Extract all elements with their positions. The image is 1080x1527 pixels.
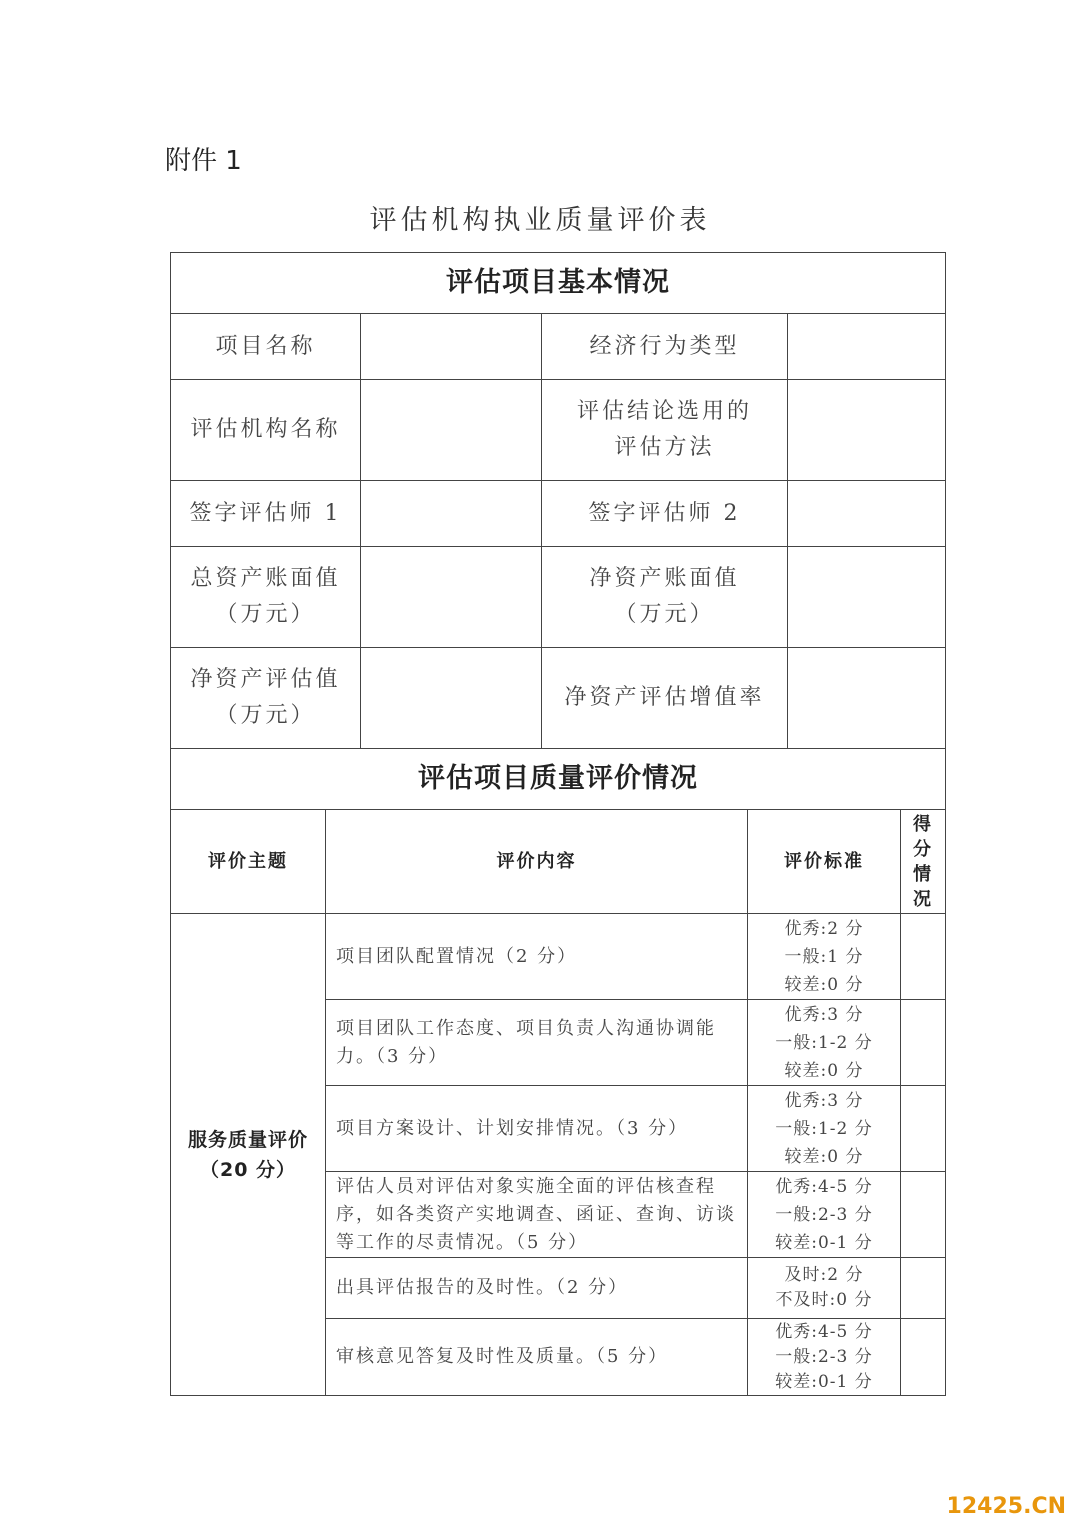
criteria-item: 较差:0 分	[784, 1146, 864, 1167]
row-criteria	[748, 914, 901, 1000]
annex-label: 附件 1	[165, 146, 242, 176]
topic-service-quality	[171, 914, 326, 1396]
net-assets-book-line-1: 净资产账面值	[589, 566, 740, 591]
label-agency-name: 评估机构名称	[171, 380, 361, 481]
label-appraiser-1: 签字评估师 1	[171, 481, 361, 547]
method-line-2: 评估方法	[614, 435, 715, 460]
header-score-char-4: 况	[913, 888, 933, 910]
header-topic: 评价主题	[171, 810, 326, 914]
row-score	[901, 1258, 946, 1319]
label-net-assets-growth-rate: 净资产评估增值率	[542, 648, 788, 749]
value-net-assets-eval	[361, 648, 542, 749]
value-net-assets-growth-rate	[788, 648, 946, 749]
site-watermark: 12425.CN	[946, 1494, 1066, 1519]
topic-line-2: （20 分）	[199, 1158, 297, 1181]
quality-eval-table	[170, 809, 946, 1396]
row-score	[901, 914, 946, 1000]
row-content: 项目团队配置情况（2 分）	[326, 914, 748, 1000]
label-project-name: 项目名称	[171, 314, 361, 380]
row-score	[901, 1172, 946, 1258]
row-score	[901, 1319, 946, 1396]
criteria-item: 一般:1 分	[784, 946, 864, 967]
row-score	[901, 1086, 946, 1172]
row-content: 项目方案设计、计划安排情况。（3 分）	[326, 1086, 748, 1172]
header-content: 评价内容	[326, 810, 748, 914]
criteria-item: 较差:0-1 分	[775, 1371, 873, 1392]
header-criteria: 评价标准	[748, 810, 901, 914]
net-assets-eval-line-2: （万元）	[215, 703, 316, 728]
label-total-assets-book	[171, 547, 361, 648]
basic-info-table	[170, 252, 946, 810]
criteria-item: 优秀:3 分	[784, 1004, 864, 1025]
label-net-assets-eval	[171, 648, 361, 749]
row-content: 项目团队工作态度、项目负责人沟通协调能力。（3 分）	[326, 1000, 748, 1086]
quality-section-title: 评估项目质量评价情况	[171, 749, 946, 810]
value-evaluation-method	[788, 380, 946, 481]
criteria-item: 优秀:2 分	[784, 918, 864, 939]
row-content: 审核意见答复及时性及质量。（5 分）	[326, 1319, 748, 1396]
criteria-item: 优秀:3 分	[784, 1090, 864, 1111]
header-score	[901, 810, 946, 914]
criteria-item: 较差:0 分	[784, 974, 864, 995]
label-economic-behavior-type: 经济行为类型	[542, 314, 788, 380]
method-line-1: 评估结论选用的	[576, 399, 752, 424]
row-content: 评估人员对评估对象实施全面的评估核查程序，如各类资产实地调查、函证、查询、访谈等工作的尽责情况。（5 分）	[326, 1172, 748, 1258]
document-title: 评估机构执业质量评价表	[369, 205, 711, 236]
criteria-item: 优秀:4-5 分	[775, 1321, 873, 1342]
header-score-char-2: 分	[913, 838, 933, 860]
row-criteria	[748, 1172, 901, 1258]
basic-section-title: 评估项目基本情况	[171, 253, 946, 314]
label-evaluation-method	[542, 380, 788, 481]
total-assets-line-1: 总资产账面值	[190, 566, 341, 591]
row-criteria	[748, 1086, 901, 1172]
row-content: 出具评估报告的及时性。（2 分）	[326, 1258, 748, 1319]
criteria-item: 不及时:0 分	[775, 1290, 873, 1310]
row-score	[901, 1000, 946, 1086]
criteria-item: 优秀:4-5 分	[775, 1176, 873, 1197]
value-appraiser-2	[788, 481, 946, 547]
criteria-item: 一般:1-2 分	[775, 1032, 873, 1053]
row-criteria	[748, 1319, 901, 1396]
header-score-char-1: 得	[913, 813, 933, 835]
row-criteria	[748, 1258, 901, 1319]
value-agency-name	[361, 380, 542, 481]
value-net-assets-book	[788, 547, 946, 648]
criteria-item: 一般:2-3 分	[775, 1346, 873, 1367]
label-appraiser-2: 签字评估师 2	[542, 481, 788, 547]
criteria-item: 及时:2 分	[784, 1265, 864, 1285]
criteria-item: 较差:0-1 分	[775, 1232, 873, 1253]
value-project-name	[361, 314, 542, 380]
header-score-char-3: 情	[913, 863, 933, 885]
topic-line-1: 服务质量评价	[187, 1128, 308, 1151]
criteria-item: 一般:1-2 分	[775, 1118, 873, 1139]
criteria-item: 较差:0 分	[784, 1060, 864, 1081]
net-assets-book-line-2: （万元）	[614, 602, 715, 627]
total-assets-line-2: （万元）	[215, 602, 316, 627]
value-economic-behavior-type	[788, 314, 946, 380]
value-appraiser-1	[361, 481, 542, 547]
label-net-assets-book	[542, 547, 788, 648]
net-assets-eval-line-1: 净资产评估值	[190, 667, 341, 692]
value-total-assets-book	[361, 547, 542, 648]
row-criteria	[748, 1000, 901, 1086]
criteria-item: 一般:2-3 分	[775, 1204, 873, 1225]
